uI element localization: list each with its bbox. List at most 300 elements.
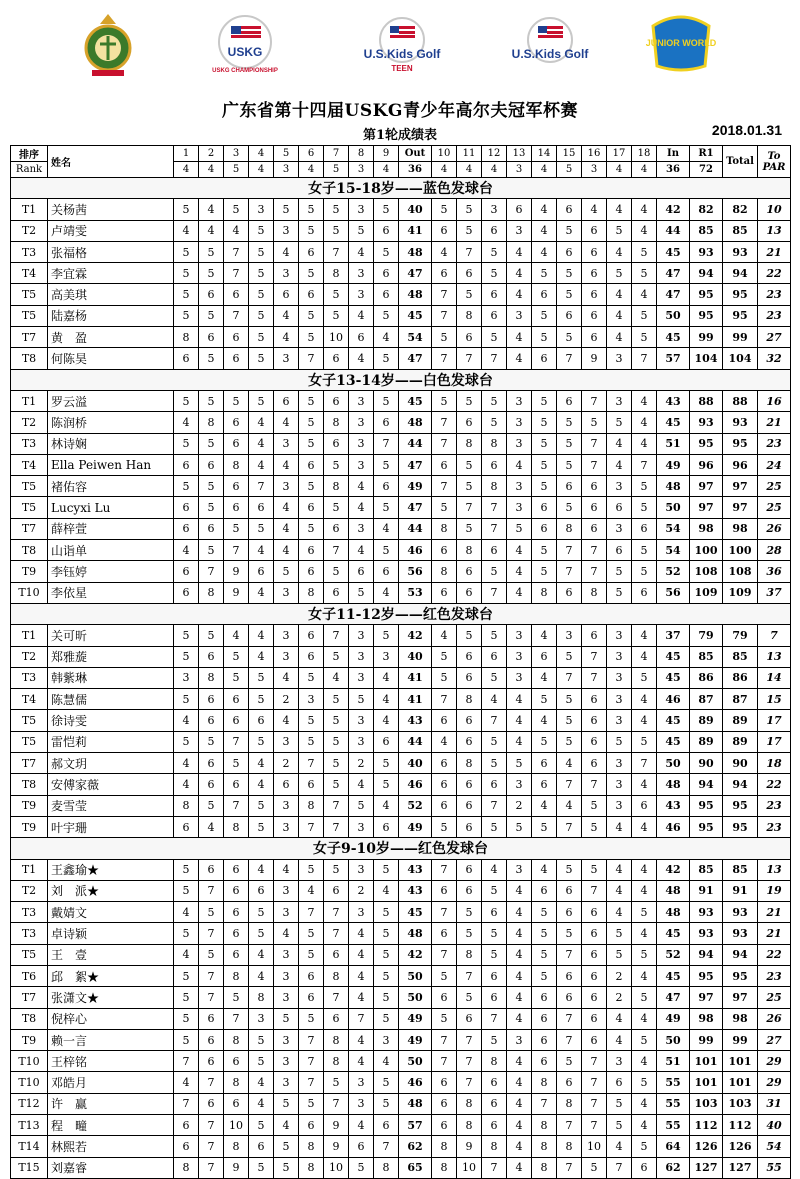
hole-score: 2 bbox=[349, 880, 374, 901]
subtotal-score: 50 bbox=[657, 753, 690, 774]
hole-score: 5 bbox=[632, 540, 657, 561]
hole-score: 3 bbox=[349, 646, 374, 667]
hole-score: 6 bbox=[557, 241, 582, 262]
hole-score: 5 bbox=[174, 199, 199, 220]
hole-score: 4 bbox=[607, 327, 632, 348]
hole-score: 6 bbox=[482, 902, 507, 923]
subtotal-score: 48 bbox=[657, 774, 690, 795]
hole-score: 6 bbox=[457, 327, 482, 348]
subtotal-score: 48 bbox=[657, 902, 690, 923]
hole-score: 8 bbox=[457, 540, 482, 561]
hole-score: 8 bbox=[532, 1136, 557, 1157]
player-name: 关可昕 bbox=[48, 625, 174, 646]
hole-score: 6 bbox=[457, 561, 482, 582]
hole-score: 6 bbox=[299, 241, 324, 262]
hole-score: 5 bbox=[174, 880, 199, 901]
subtotal-score: 47 bbox=[657, 284, 690, 305]
hole-score: 6 bbox=[199, 1051, 224, 1072]
hole-score: 3 bbox=[274, 625, 299, 646]
player-row bbox=[11, 902, 791, 923]
hole-score: 6 bbox=[557, 305, 582, 326]
hole-score: 6 bbox=[224, 1051, 249, 1072]
hole-score: 6 bbox=[432, 774, 457, 795]
hole-header: 7 bbox=[324, 146, 349, 162]
hole-score: 6 bbox=[557, 965, 582, 986]
hole-score: 6 bbox=[532, 1008, 557, 1029]
to-par-score: 27 bbox=[758, 327, 791, 348]
hole-score: 5 bbox=[557, 220, 582, 241]
player-row bbox=[11, 390, 791, 411]
hole-score: 4 bbox=[349, 944, 374, 965]
hole-score: 4 bbox=[607, 305, 632, 326]
player-name: 卢靖雯 bbox=[48, 220, 174, 241]
hole-score: 4 bbox=[532, 241, 557, 262]
hole-score: 5 bbox=[557, 497, 582, 518]
rank-cell: T5 bbox=[11, 305, 48, 326]
subtotal-score: 57 bbox=[399, 1115, 432, 1136]
hole-score: 5 bbox=[299, 390, 324, 411]
hole-score: 7 bbox=[432, 305, 457, 326]
hole-score: 5 bbox=[299, 476, 324, 497]
player-row bbox=[11, 433, 791, 454]
subtotal-score: 127 bbox=[690, 1157, 723, 1178]
hole-score: 6 bbox=[199, 646, 224, 667]
subtotal-score: 45 bbox=[657, 710, 690, 731]
to-par-score: 23 bbox=[758, 305, 791, 326]
hole-score: 7 bbox=[557, 348, 582, 369]
player-name: 何陈昊 bbox=[48, 348, 174, 369]
hole-score: 4 bbox=[507, 880, 532, 901]
hole-score: 7 bbox=[199, 965, 224, 986]
hole-score: 5 bbox=[249, 816, 274, 837]
to-par-score: 22 bbox=[758, 944, 791, 965]
player-name: 陈润桥 bbox=[48, 412, 174, 433]
hole-score: 7 bbox=[457, 1029, 482, 1050]
subtotal-score: 45 bbox=[399, 305, 432, 326]
subtotal-score: 43 bbox=[657, 795, 690, 816]
player-row bbox=[11, 412, 791, 433]
hole-score: 5 bbox=[632, 241, 657, 262]
hole-score: 7 bbox=[582, 454, 607, 475]
to-par-score: 28 bbox=[758, 540, 791, 561]
hole-score: 5 bbox=[607, 561, 632, 582]
hole-score: 6 bbox=[432, 1093, 457, 1114]
hole-score: 4 bbox=[507, 582, 532, 603]
rank-cell: T15 bbox=[11, 1157, 48, 1178]
hole-score: 7 bbox=[299, 816, 324, 837]
hole-score: 5 bbox=[632, 327, 657, 348]
hole-score: 4 bbox=[174, 220, 199, 241]
hole-score: 3 bbox=[607, 476, 632, 497]
total-score: 101 bbox=[723, 1072, 758, 1093]
hole-score: 9 bbox=[224, 1157, 249, 1178]
rank-cell: T1 bbox=[11, 199, 48, 220]
hole-score: 6 bbox=[557, 902, 582, 923]
section-header-row bbox=[11, 178, 791, 199]
rank-cell: T12 bbox=[11, 1093, 48, 1114]
to-par-score: 23 bbox=[758, 795, 791, 816]
subtotal-score: 43 bbox=[399, 859, 432, 880]
subtotal-score: 98 bbox=[690, 1008, 723, 1029]
junior-world-logo bbox=[645, 8, 717, 74]
hole-score: 7 bbox=[632, 454, 657, 475]
hole-score: 4 bbox=[607, 284, 632, 305]
hole-score: 4 bbox=[349, 497, 374, 518]
subtotal-score: 48 bbox=[399, 241, 432, 262]
player-row bbox=[11, 199, 791, 220]
hole-header: 2 bbox=[199, 146, 224, 162]
subtotal-score: 56 bbox=[399, 561, 432, 582]
hole-score: 7 bbox=[199, 1136, 224, 1157]
hole-score: 5 bbox=[249, 731, 274, 752]
hole-score: 5 bbox=[174, 433, 199, 454]
hole-score: 4 bbox=[632, 923, 657, 944]
hole-score: 4 bbox=[632, 1051, 657, 1072]
par-value: 4 bbox=[607, 162, 632, 178]
hole-score: 6 bbox=[482, 987, 507, 1008]
hole-score: 5 bbox=[632, 1072, 657, 1093]
subtotal-score: 49 bbox=[399, 476, 432, 497]
hole-score: 6 bbox=[482, 774, 507, 795]
subtotal-score: 89 bbox=[690, 731, 723, 752]
subtotal-score: 41 bbox=[399, 220, 432, 241]
hole-score: 6 bbox=[299, 965, 324, 986]
rank-cell: T2 bbox=[11, 880, 48, 901]
hole-score: 4 bbox=[632, 284, 657, 305]
page-subtitle: 第1轮成绩表 bbox=[362, 128, 438, 143]
hole-score: 7 bbox=[582, 433, 607, 454]
total-score: 126 bbox=[723, 1136, 758, 1157]
hole-score: 8 bbox=[457, 433, 482, 454]
hole-score: 5 bbox=[457, 902, 482, 923]
hole-score: 8 bbox=[299, 1136, 324, 1157]
hole-score: 6 bbox=[582, 753, 607, 774]
hole-score: 5 bbox=[374, 1008, 399, 1029]
hole-score: 3 bbox=[374, 1029, 399, 1050]
subtotal-score: 97 bbox=[690, 476, 723, 497]
hole-score: 7 bbox=[299, 1051, 324, 1072]
hole-score: 4 bbox=[349, 348, 374, 369]
hole-score: 4 bbox=[249, 944, 274, 965]
hole-score: 5 bbox=[299, 412, 324, 433]
hole-score: 4 bbox=[632, 1115, 657, 1136]
total-score: 95 bbox=[723, 305, 758, 326]
hole-score: 6 bbox=[299, 561, 324, 582]
to-par-score: 15 bbox=[758, 689, 791, 710]
hole-score: 5 bbox=[557, 731, 582, 752]
hole-score: 5 bbox=[174, 390, 199, 411]
hole-score: 4 bbox=[349, 923, 374, 944]
hole-score: 6 bbox=[582, 263, 607, 284]
hole-score: 6 bbox=[582, 965, 607, 986]
to-par-score: 25 bbox=[758, 476, 791, 497]
subtotal-score: 37 bbox=[657, 625, 690, 646]
hole-score: 5 bbox=[174, 965, 199, 986]
total-score: 127 bbox=[723, 1157, 758, 1178]
rank-cell: T6 bbox=[11, 965, 48, 986]
hole-score: 5 bbox=[249, 689, 274, 710]
player-row bbox=[11, 348, 791, 369]
hole-score: 8 bbox=[432, 518, 457, 539]
player-row bbox=[11, 1072, 791, 1093]
hole-score: 5 bbox=[299, 667, 324, 688]
hole-score: 6 bbox=[582, 625, 607, 646]
svg-text:USKG CHAMPIONSHIP: USKG CHAMPIONSHIP bbox=[212, 68, 278, 74]
hole-score: 2 bbox=[607, 987, 632, 1008]
player-name: 高美琪 bbox=[48, 284, 174, 305]
scorecard-table bbox=[10, 145, 791, 1179]
hole-score: 5 bbox=[457, 454, 482, 475]
subtotal-score: 64 bbox=[657, 1136, 690, 1157]
hole-score: 7 bbox=[482, 1008, 507, 1029]
hole-score: 4 bbox=[249, 965, 274, 986]
hole-score: 2 bbox=[507, 795, 532, 816]
hole-score: 5 bbox=[224, 987, 249, 1008]
hole-score: 8 bbox=[482, 476, 507, 497]
hole-score: 6 bbox=[582, 944, 607, 965]
hole-score: 5 bbox=[632, 731, 657, 752]
hole-score: 8 bbox=[482, 1136, 507, 1157]
hole-score: 6 bbox=[482, 540, 507, 561]
hole-score: 5 bbox=[482, 753, 507, 774]
hole-score: 8 bbox=[324, 1029, 349, 1050]
hole-score: 5 bbox=[557, 859, 582, 880]
subtotal-score: 42 bbox=[399, 625, 432, 646]
hole-score: 8 bbox=[224, 1029, 249, 1050]
hole-score: 5 bbox=[374, 305, 399, 326]
hole-score: 3 bbox=[507, 1029, 532, 1050]
hole-score: 4 bbox=[482, 859, 507, 880]
hole-score: 5 bbox=[532, 561, 557, 582]
subtotal-score: 95 bbox=[690, 816, 723, 837]
hole-score: 3 bbox=[607, 1051, 632, 1072]
hole-score: 8 bbox=[324, 965, 349, 986]
hole-score: 5 bbox=[174, 263, 199, 284]
hole-score: 4 bbox=[507, 1072, 532, 1093]
hole-score: 4 bbox=[507, 1136, 532, 1157]
hole-score: 6 bbox=[582, 923, 607, 944]
rank-cell: T5 bbox=[11, 731, 48, 752]
hole-score: 3 bbox=[249, 1008, 274, 1029]
hole-score: 6 bbox=[432, 1072, 457, 1093]
hole-score: 6 bbox=[349, 561, 374, 582]
hole-score: 5 bbox=[324, 731, 349, 752]
subtotal-score: 46 bbox=[657, 689, 690, 710]
hole-score: 8 bbox=[324, 412, 349, 433]
hole-score: 6 bbox=[607, 1072, 632, 1093]
rank-cell: T1 bbox=[11, 390, 48, 411]
player-row bbox=[11, 476, 791, 497]
rank-cell: T8 bbox=[11, 774, 48, 795]
hole-score: 6 bbox=[482, 454, 507, 475]
hole-score: 6 bbox=[582, 987, 607, 1008]
page-title: 广东省第十四届USKG青少年高尔夫冠军杯赛 bbox=[222, 101, 578, 121]
hole-score: 7 bbox=[324, 902, 349, 923]
hole-score: 8 bbox=[224, 965, 249, 986]
hole-score: 7 bbox=[324, 625, 349, 646]
hole-score: 5 bbox=[249, 241, 274, 262]
hole-score: 4 bbox=[607, 1008, 632, 1029]
hole-score: 6 bbox=[199, 1008, 224, 1029]
rank-cell: T2 bbox=[11, 220, 48, 241]
hole-score: 4 bbox=[374, 582, 399, 603]
hole-score: 4 bbox=[507, 710, 532, 731]
hole-score: 4 bbox=[199, 220, 224, 241]
hole-score: 5 bbox=[299, 923, 324, 944]
hole-score: 5 bbox=[374, 944, 399, 965]
hole-score: 2 bbox=[274, 753, 299, 774]
hole-score: 3 bbox=[374, 646, 399, 667]
rank-cell: T10 bbox=[11, 582, 48, 603]
hole-score: 10 bbox=[582, 1136, 607, 1157]
player-row bbox=[11, 923, 791, 944]
hole-score: 3 bbox=[274, 816, 299, 837]
hole-score: 3 bbox=[274, 582, 299, 603]
total-score: 94 bbox=[723, 774, 758, 795]
hole-score: 5 bbox=[507, 816, 532, 837]
hole-score: 5 bbox=[607, 1093, 632, 1114]
hole-score: 7 bbox=[457, 348, 482, 369]
subtotal-score: 47 bbox=[399, 263, 432, 284]
hole-score: 3 bbox=[349, 1072, 374, 1093]
hole-score: 6 bbox=[557, 476, 582, 497]
hole-score: 6 bbox=[457, 774, 482, 795]
hole-score: 4 bbox=[557, 753, 582, 774]
hole-score: 5 bbox=[482, 731, 507, 752]
to-par-score: 19 bbox=[758, 880, 791, 901]
subtotal-score: 45 bbox=[657, 412, 690, 433]
hole-score: 5 bbox=[249, 795, 274, 816]
subtotal-score: 93 bbox=[690, 412, 723, 433]
hole-score: 3 bbox=[274, 1029, 299, 1050]
hole-score: 6 bbox=[457, 795, 482, 816]
hole-score: 4 bbox=[432, 625, 457, 646]
hole-score: 5 bbox=[607, 263, 632, 284]
to-par-score: 24 bbox=[758, 454, 791, 475]
hole-header: 15 bbox=[557, 146, 582, 162]
subtotal-score: 103 bbox=[690, 1093, 723, 1114]
hole-score: 5 bbox=[274, 1157, 299, 1178]
hole-score: 7 bbox=[632, 348, 657, 369]
hole-score: 5 bbox=[374, 497, 399, 518]
to-par-score: 26 bbox=[758, 1008, 791, 1029]
hole-score: 4 bbox=[174, 944, 199, 965]
hole-score: 8 bbox=[532, 1157, 557, 1178]
hole-score: 6 bbox=[224, 880, 249, 901]
hole-score: 6 bbox=[224, 944, 249, 965]
rank-cell: T7 bbox=[11, 518, 48, 539]
hole-score: 4 bbox=[507, 923, 532, 944]
hole-score: 7 bbox=[582, 1072, 607, 1093]
player-row bbox=[11, 1051, 791, 1072]
par-value: 3 bbox=[507, 162, 532, 178]
hole-score: 5 bbox=[324, 561, 349, 582]
hole-score: 5 bbox=[457, 476, 482, 497]
hole-score: 4 bbox=[607, 1029, 632, 1050]
hole-score: 4 bbox=[532, 625, 557, 646]
hole-score: 5 bbox=[324, 689, 349, 710]
hole-score: 4 bbox=[632, 1008, 657, 1029]
section-title: 女子9-10岁——红色发球台 bbox=[11, 838, 791, 859]
hole-score: 6 bbox=[557, 390, 582, 411]
subtotal-score: 40 bbox=[399, 753, 432, 774]
hole-score: 5 bbox=[482, 561, 507, 582]
rank-cell: T1 bbox=[11, 859, 48, 880]
rank-cell: T4 bbox=[11, 689, 48, 710]
hole-score: 6 bbox=[432, 582, 457, 603]
subtotal-score: 41 bbox=[399, 667, 432, 688]
hole-score: 6 bbox=[582, 902, 607, 923]
total-score: 108 bbox=[723, 561, 758, 582]
hole-score: 6 bbox=[324, 518, 349, 539]
rank-cell: T9 bbox=[11, 561, 48, 582]
hole-score: 7 bbox=[482, 518, 507, 539]
total-score: 91 bbox=[723, 880, 758, 901]
hole-score: 3 bbox=[507, 433, 532, 454]
to-par-score: 10 bbox=[758, 199, 791, 220]
subtotal-score: 50 bbox=[657, 1029, 690, 1050]
player-name: 麦雪莹 bbox=[48, 795, 174, 816]
hole-score: 4 bbox=[607, 199, 632, 220]
hole-score: 5 bbox=[174, 731, 199, 752]
hole-score: 5 bbox=[374, 923, 399, 944]
hole-score: 3 bbox=[274, 263, 299, 284]
hole-score: 5 bbox=[324, 753, 349, 774]
hole-score: 6 bbox=[249, 880, 274, 901]
total-score: 99 bbox=[723, 1029, 758, 1050]
hole-header: 10 bbox=[432, 146, 457, 162]
hole-score: 3 bbox=[607, 753, 632, 774]
hole-score: 7 bbox=[299, 753, 324, 774]
hole-score: 9 bbox=[224, 561, 249, 582]
hole-score: 7 bbox=[432, 284, 457, 305]
to-par-score: 40 bbox=[758, 1115, 791, 1136]
to-par-score: 23 bbox=[758, 816, 791, 837]
hole-score: 4 bbox=[632, 859, 657, 880]
hole-header: 8 bbox=[349, 146, 374, 162]
svg-text:TEEN: TEEN bbox=[391, 64, 413, 73]
hole-score: 5 bbox=[557, 454, 582, 475]
hole-score: 6 bbox=[482, 646, 507, 667]
hole-score: 5 bbox=[224, 518, 249, 539]
subtotal-score: 48 bbox=[399, 1093, 432, 1114]
subtotal-score: 99 bbox=[690, 327, 723, 348]
hole-score: 7 bbox=[299, 1072, 324, 1093]
hole-score: 3 bbox=[349, 816, 374, 837]
hole-score: 5 bbox=[632, 561, 657, 582]
hole-score: 5 bbox=[607, 731, 632, 752]
rank-cell: T4 bbox=[11, 263, 48, 284]
hole-score: 5 bbox=[532, 540, 557, 561]
hole-score: 5 bbox=[174, 305, 199, 326]
hole-score: 5 bbox=[374, 540, 399, 561]
hole-score: 3 bbox=[274, 965, 299, 986]
hole-score: 8 bbox=[199, 412, 224, 433]
rank-cell: T5 bbox=[11, 944, 48, 965]
hole-score: 10 bbox=[224, 1115, 249, 1136]
hole-score: 3 bbox=[507, 220, 532, 241]
hole-score: 5 bbox=[374, 753, 399, 774]
player-name: 李钰婷 bbox=[48, 561, 174, 582]
hole-score: 7 bbox=[557, 1008, 582, 1029]
subtotal-score: 94 bbox=[690, 263, 723, 284]
to-par-score: 14 bbox=[758, 667, 791, 688]
hole-score: 6 bbox=[299, 540, 324, 561]
subtotal-score: 51 bbox=[657, 433, 690, 454]
hole-score: 8 bbox=[199, 667, 224, 688]
subtotal-score: 56 bbox=[657, 582, 690, 603]
hole-score: 4 bbox=[274, 1115, 299, 1136]
